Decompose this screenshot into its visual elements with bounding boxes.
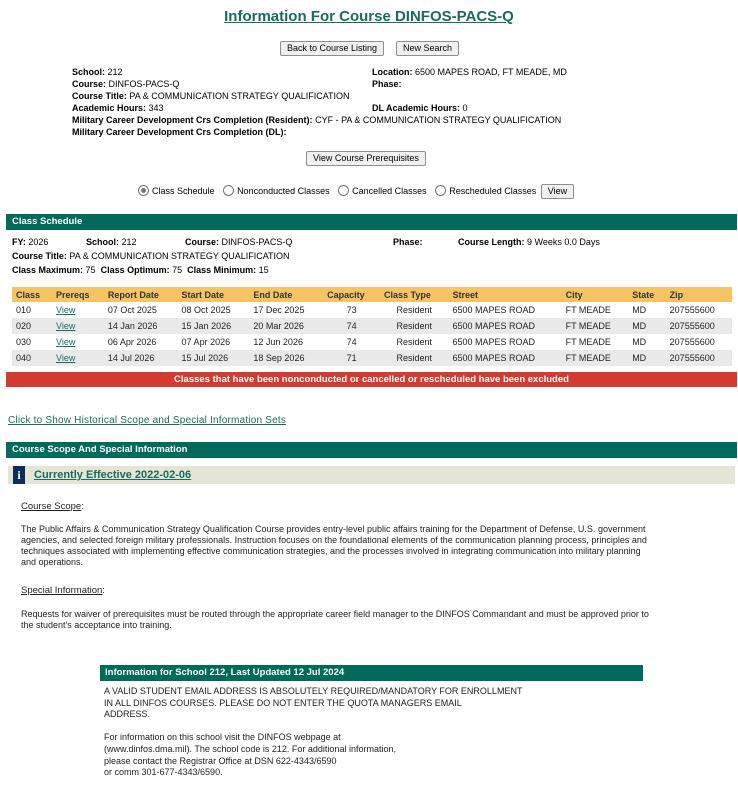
radio-rescheduled-classes[interactable]: Rescheduled Classes bbox=[435, 186, 536, 196]
class-type-cell: Resident bbox=[380, 350, 449, 366]
start-date-cell: 08 Oct 2025 bbox=[181, 305, 231, 315]
course-title-field: Course Title: PA & COMMUNICATION STRATEGY QUALIFICATION bbox=[72, 91, 350, 101]
location-field: Location: 6500 MAPES ROAD, FT MEADE, MD bbox=[372, 67, 567, 77]
view-schedule-button[interactable]: View bbox=[541, 184, 574, 199]
currently-effective-bar bbox=[8, 466, 735, 484]
state-cell: MD bbox=[632, 305, 647, 315]
column-header: Report Date bbox=[104, 287, 178, 302]
class-type-cell: Resident bbox=[396, 337, 433, 347]
phase-field: Phase: bbox=[372, 79, 402, 89]
course-scope-label: Course Scope: bbox=[21, 501, 84, 512]
report-date-cell: 06 Apr 2026 bbox=[107, 337, 157, 347]
school-info-text: A VALID STUDENT EMAIL ADDRESS IS ABSOLUTELY REQUIRED/MANDATORY FOR ENROLLMENT IN ALL DINFOS COURSES. PLEASE DO NOT ENTER THE QUOTA MANAGERS EMAIL ADDRESS. For information on this school visit the DINFOS webpage at (www.dinfos.dma.mil). The school code is 212. For additional information, please contact the Registrar Office at DSN 622-4343/6590 or comm 301-677-4343/6590. bbox=[104, 686, 523, 778]
column-header: Capacity bbox=[323, 287, 380, 302]
report-date-cell: 14 Jan 2026 bbox=[104, 318, 178, 334]
historical-scope-link[interactable]: Click to Show Historical Scope and Special Information Sets bbox=[8, 415, 287, 426]
end-date-cell: 17 Dec 2025 bbox=[253, 305, 305, 315]
class-cell: 010 bbox=[16, 305, 32, 315]
back-to-course-listing-button[interactable]: Back to Course Listing bbox=[280, 41, 384, 56]
course-scope-header: Course Scope And Special Information bbox=[6, 442, 737, 458]
column-header: Zip bbox=[666, 287, 732, 302]
new-search-button[interactable]: New Search bbox=[396, 41, 459, 56]
schedule-phase-field: Phase: bbox=[393, 237, 423, 247]
column-header: Start Date bbox=[178, 287, 250, 302]
zip-cell: 207555600 bbox=[666, 318, 732, 334]
report-date-cell: 07 Oct 2025 bbox=[107, 305, 157, 315]
school-info-header: Information for School 212, Last Updated 12 Jul 2024 bbox=[100, 665, 643, 681]
state-cell: MD bbox=[632, 337, 647, 347]
radio-unchecked-icon bbox=[435, 185, 446, 196]
city-cell: FT MEADE bbox=[565, 337, 611, 347]
prereqs-view-link[interactable]: View bbox=[56, 321, 76, 331]
zip-cell: 207555600 bbox=[666, 350, 732, 366]
radio-nonconducted-classes[interactable]: Nonconducted Classes bbox=[223, 186, 330, 196]
course-scope-text: The Public Affairs & Communication Strategy Qualification Course provides entry-level public affairs training for the Department of Defense, U.S. government agencies, and selected foreign military professionals. Instruction focuses on the foundational elements of the communication planning process, principles and techniques associated with implementing effective communication strategies, and the processes involved in integrating communication into military planning and operations. bbox=[21, 524, 647, 567]
table-header-row bbox=[12, 287, 732, 302]
state-cell: MD bbox=[628, 350, 665, 366]
mcdc-resident-field: Military Career Development Crs Completion (Resident): CYF - PA & COMMUNICATION STRATEGY QUALIFICATION bbox=[72, 115, 562, 125]
table-row bbox=[12, 350, 732, 366]
radio-cancelled-classes[interactable]: Cancelled Classes bbox=[338, 186, 427, 196]
street-cell: 6500 MAPES ROAD bbox=[449, 318, 562, 334]
schedule-course-field: Course: DINFOS-PACS-Q bbox=[185, 237, 293, 247]
table-row bbox=[12, 302, 732, 318]
class-cell: 030 bbox=[16, 337, 32, 347]
mcdc-dl-field: Military Career Development Crs Completion (DL): bbox=[72, 127, 287, 137]
class-size-field: Class Maximum: 75 Class Optimum: 75 Class Minimum: 15 bbox=[12, 265, 269, 275]
start-date-cell: 07 Apr 2026 bbox=[181, 337, 231, 347]
end-date-cell: 18 Sep 2026 bbox=[249, 350, 323, 366]
radio-checked-icon bbox=[138, 185, 149, 196]
street-cell: 6500 MAPES ROAD bbox=[452, 305, 536, 315]
class-type-cell: Resident bbox=[396, 305, 433, 315]
page-title: Information For Course DINFOS-PACS-Q bbox=[224, 8, 514, 25]
street-cell: 6500 MAPES ROAD bbox=[452, 337, 536, 347]
start-date-cell: 15 Jul 2026 bbox=[178, 350, 250, 366]
column-header: Prereqs bbox=[52, 287, 104, 302]
table-row bbox=[12, 334, 732, 350]
class-schedule-table bbox=[12, 287, 732, 366]
schedule-course-title-field: Course Title: PA & COMMUNICATION STRATEGY QUALIFICATION bbox=[12, 251, 290, 261]
class-schedule-header: Class Schedule bbox=[6, 214, 737, 230]
course-field: Course: DINFOS-PACS-Q bbox=[72, 79, 180, 89]
zip-cell: 207555600 bbox=[669, 305, 715, 315]
end-date-cell: 12 Jun 2026 bbox=[253, 337, 303, 347]
class-cell: 040 bbox=[12, 350, 52, 366]
course-length-field: Course Length: 9 Weeks 0.0 Days bbox=[458, 237, 600, 247]
fy-field: FY: 2026 bbox=[12, 237, 49, 247]
dl-academic-hours-field: DL Academic Hours: 0 bbox=[372, 103, 468, 113]
special-information-text: Requests for waiver of prerequisites must be routed through the appropriate career field manager to the DINFOS Commandant and must be approved prior to the student's acceptance into training. bbox=[21, 609, 649, 630]
column-header: Class Type bbox=[380, 287, 449, 302]
street-cell: 6500 MAPES ROAD bbox=[449, 350, 562, 366]
radio-class-schedule[interactable]: Class Schedule bbox=[138, 186, 215, 196]
class-cell: 020 bbox=[12, 318, 52, 334]
academic-hours-field: Academic Hours: 343 bbox=[72, 103, 164, 113]
currently-effective-link[interactable]: Currently Effective 2022-02-06 bbox=[34, 469, 192, 481]
state-cell: MD bbox=[628, 318, 665, 334]
class-type-cell: Resident bbox=[380, 318, 449, 334]
prereqs-view-link[interactable]: View bbox=[56, 353, 76, 363]
column-header: City bbox=[562, 287, 629, 302]
start-date-cell: 15 Jan 2026 bbox=[178, 318, 250, 334]
capacity-cell: 74 bbox=[346, 337, 357, 347]
school-field: School: 212 bbox=[72, 67, 123, 77]
schedule-school-field: School: 212 bbox=[86, 237, 137, 247]
city-cell: FT MEADE bbox=[565, 305, 611, 315]
capacity-cell: 73 bbox=[346, 305, 357, 315]
end-date-cell: 20 Mar 2026 bbox=[249, 318, 323, 334]
capacity-cell: 71 bbox=[323, 350, 380, 366]
radio-unchecked-icon bbox=[338, 185, 349, 196]
prereqs-view-link[interactable]: View bbox=[56, 337, 76, 347]
prereqs-view-link[interactable]: View bbox=[56, 305, 76, 315]
excluded-classes-notice: Classes that have been nonconducted or cancelled or rescheduled have been excluded bbox=[6, 372, 737, 387]
info-icon: i bbox=[13, 466, 25, 484]
view-course-prerequisites-button[interactable]: View Course Prerequisites bbox=[306, 151, 426, 166]
zip-cell: 207555600 bbox=[669, 337, 715, 347]
schedule-type-radio-group bbox=[138, 184, 574, 199]
city-cell: FT MEADE bbox=[562, 350, 629, 366]
table-row bbox=[12, 318, 732, 334]
report-date-cell: 14 Jul 2026 bbox=[104, 350, 178, 366]
radio-unchecked-icon bbox=[223, 185, 234, 196]
column-header: State bbox=[628, 287, 665, 302]
column-header: Street bbox=[449, 287, 562, 302]
column-header: End Date bbox=[249, 287, 323, 302]
special-information-label: Special Information: bbox=[21, 585, 105, 596]
city-cell: FT MEADE bbox=[562, 318, 629, 334]
capacity-cell: 74 bbox=[323, 318, 380, 334]
column-header: Class bbox=[12, 287, 52, 302]
